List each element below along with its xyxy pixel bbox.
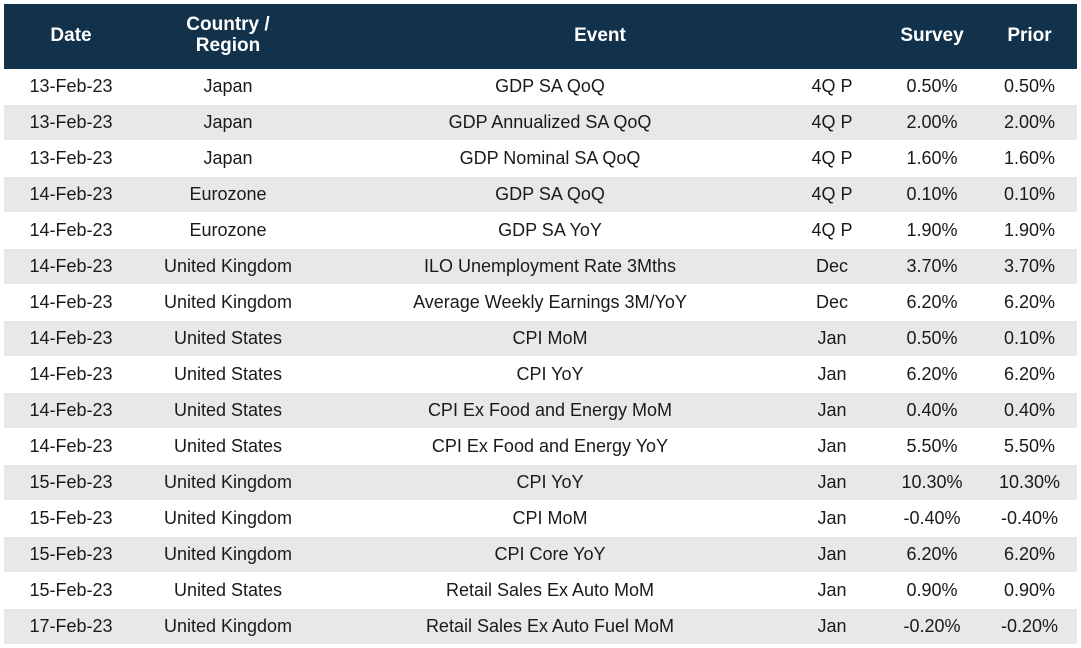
cell-country: United Kingdom: [138, 284, 318, 320]
cell-event: ILO Unemployment Rate 3Mths: [318, 248, 782, 284]
cell-survey: 1.60%: [882, 140, 982, 176]
cell-prior: 2.00%: [982, 104, 1077, 140]
cell-prior: 6.20%: [982, 536, 1077, 572]
cell-survey: 5.50%: [882, 428, 982, 464]
table-row: [4, 284, 1077, 320]
cell-prior: 6.20%: [982, 356, 1077, 392]
cell-prior: 0.40%: [982, 392, 1077, 428]
cell-date: 14-Feb-23: [4, 392, 138, 428]
cell-period: Jan: [782, 392, 882, 428]
table-row: [4, 212, 1077, 248]
cell-country: Eurozone: [138, 176, 318, 212]
table-row: [4, 464, 1077, 500]
cell-period: Dec: [782, 284, 882, 320]
cell-country: United States: [138, 572, 318, 608]
cell-prior: -0.20%: [982, 608, 1077, 644]
cell-prior: 0.90%: [982, 572, 1077, 608]
cell-period: Jan: [782, 572, 882, 608]
cell-survey: 0.10%: [882, 176, 982, 212]
table-row: [4, 428, 1077, 464]
cell-date: 13-Feb-23: [4, 69, 138, 105]
cell-event: CPI YoY: [318, 356, 782, 392]
cell-period: 4Q P: [782, 212, 882, 248]
cell-date: 15-Feb-23: [4, 536, 138, 572]
cell-period: 4Q P: [782, 69, 882, 105]
cell-country: Japan: [138, 104, 318, 140]
cell-event: CPI Ex Food and Energy MoM: [318, 392, 782, 428]
cell-survey: 10.30%: [882, 464, 982, 500]
cell-event: GDP SA YoY: [318, 212, 782, 248]
cell-survey: 6.20%: [882, 536, 982, 572]
table-row: [4, 320, 1077, 356]
table-row: [4, 69, 1077, 105]
cell-period: Jan: [782, 536, 882, 572]
cell-survey: 0.90%: [882, 572, 982, 608]
column-header-survey: Survey: [882, 4, 982, 69]
table-body: [4, 69, 1077, 644]
table-row: [4, 356, 1077, 392]
column-header-prior: Prior: [982, 4, 1077, 69]
table-row: [4, 500, 1077, 536]
cell-prior: 0.10%: [982, 320, 1077, 356]
cell-event: GDP SA QoQ: [318, 176, 782, 212]
cell-prior: 1.90%: [982, 212, 1077, 248]
cell-date: 15-Feb-23: [4, 572, 138, 608]
cell-event: CPI Ex Food and Energy YoY: [318, 428, 782, 464]
cell-survey: 0.40%: [882, 392, 982, 428]
cell-country: Eurozone: [138, 212, 318, 248]
table-row: [4, 572, 1077, 608]
cell-period: Jan: [782, 320, 882, 356]
cell-event: GDP Nominal SA QoQ: [318, 140, 782, 176]
cell-survey: 3.70%: [882, 248, 982, 284]
cell-survey: 6.20%: [882, 284, 982, 320]
column-header-country: [138, 4, 318, 69]
cell-event: Retail Sales Ex Auto MoM: [318, 572, 782, 608]
table-row: [4, 536, 1077, 572]
cell-date: 14-Feb-23: [4, 284, 138, 320]
cell-date: 15-Feb-23: [4, 464, 138, 500]
cell-event: CPI MoM: [318, 500, 782, 536]
cell-survey: 0.50%: [882, 320, 982, 356]
cell-period: 4Q P: [782, 104, 882, 140]
cell-event: CPI MoM: [318, 320, 782, 356]
cell-event: GDP SA QoQ: [318, 69, 782, 105]
cell-period: Jan: [782, 356, 882, 392]
cell-event: GDP Annualized SA QoQ: [318, 104, 782, 140]
cell-country: United States: [138, 356, 318, 392]
cell-survey: 6.20%: [882, 356, 982, 392]
cell-date: 14-Feb-23: [4, 176, 138, 212]
cell-country: Japan: [138, 140, 318, 176]
table-row: [4, 104, 1077, 140]
cell-survey: -0.20%: [882, 608, 982, 644]
cell-event: Average Weekly Earnings 3M/YoY: [318, 284, 782, 320]
cell-country: United States: [138, 320, 318, 356]
cell-period: Jan: [782, 428, 882, 464]
cell-date: 14-Feb-23: [4, 248, 138, 284]
cell-event: CPI YoY: [318, 464, 782, 500]
cell-date: 13-Feb-23: [4, 140, 138, 176]
table-header-row: [4, 4, 1077, 69]
cell-prior: 6.20%: [982, 284, 1077, 320]
cell-date: 15-Feb-23: [4, 500, 138, 536]
cell-period: 4Q P: [782, 176, 882, 212]
cell-date: 14-Feb-23: [4, 356, 138, 392]
cell-country: United Kingdom: [138, 500, 318, 536]
cell-country: United States: [138, 428, 318, 464]
cell-country: United Kingdom: [138, 248, 318, 284]
cell-prior: 3.70%: [982, 248, 1077, 284]
cell-survey: 1.90%: [882, 212, 982, 248]
economic-calendar-table: [4, 4, 1077, 644]
column-header-country-line1: Country /: [186, 14, 270, 35]
table-row: [4, 248, 1077, 284]
table-row: [4, 392, 1077, 428]
cell-prior: 0.10%: [982, 176, 1077, 212]
cell-survey: 2.00%: [882, 104, 982, 140]
cell-period: Jan: [782, 500, 882, 536]
cell-event: CPI Core YoY: [318, 536, 782, 572]
table-row: [4, 176, 1077, 212]
cell-country: United Kingdom: [138, 536, 318, 572]
table-row: [4, 140, 1077, 176]
cell-prior: 0.50%: [982, 69, 1077, 105]
cell-country: United Kingdom: [138, 464, 318, 500]
cell-survey: -0.40%: [882, 500, 982, 536]
cell-date: 14-Feb-23: [4, 428, 138, 464]
cell-country: United Kingdom: [138, 608, 318, 644]
table-row: [4, 608, 1077, 644]
cell-date: 13-Feb-23: [4, 104, 138, 140]
cell-prior: 10.30%: [982, 464, 1077, 500]
cell-date: 14-Feb-23: [4, 212, 138, 248]
cell-prior: -0.40%: [982, 500, 1077, 536]
cell-country: Japan: [138, 69, 318, 105]
cell-date: 17-Feb-23: [4, 608, 138, 644]
table-header: [4, 4, 1077, 69]
cell-country: United States: [138, 392, 318, 428]
cell-prior: 5.50%: [982, 428, 1077, 464]
cell-period: 4Q P: [782, 140, 882, 176]
cell-prior: 1.60%: [982, 140, 1077, 176]
column-header-country-line2: Region: [195, 35, 261, 57]
cell-period: Dec: [782, 248, 882, 284]
column-header-event: Event: [318, 4, 882, 69]
cell-event: Retail Sales Ex Auto Fuel MoM: [318, 608, 782, 644]
cell-survey: 0.50%: [882, 69, 982, 105]
cell-date: 14-Feb-23: [4, 320, 138, 356]
column-header-date: Date: [4, 4, 138, 69]
cell-period: Jan: [782, 464, 882, 500]
cell-period: Jan: [782, 608, 882, 644]
